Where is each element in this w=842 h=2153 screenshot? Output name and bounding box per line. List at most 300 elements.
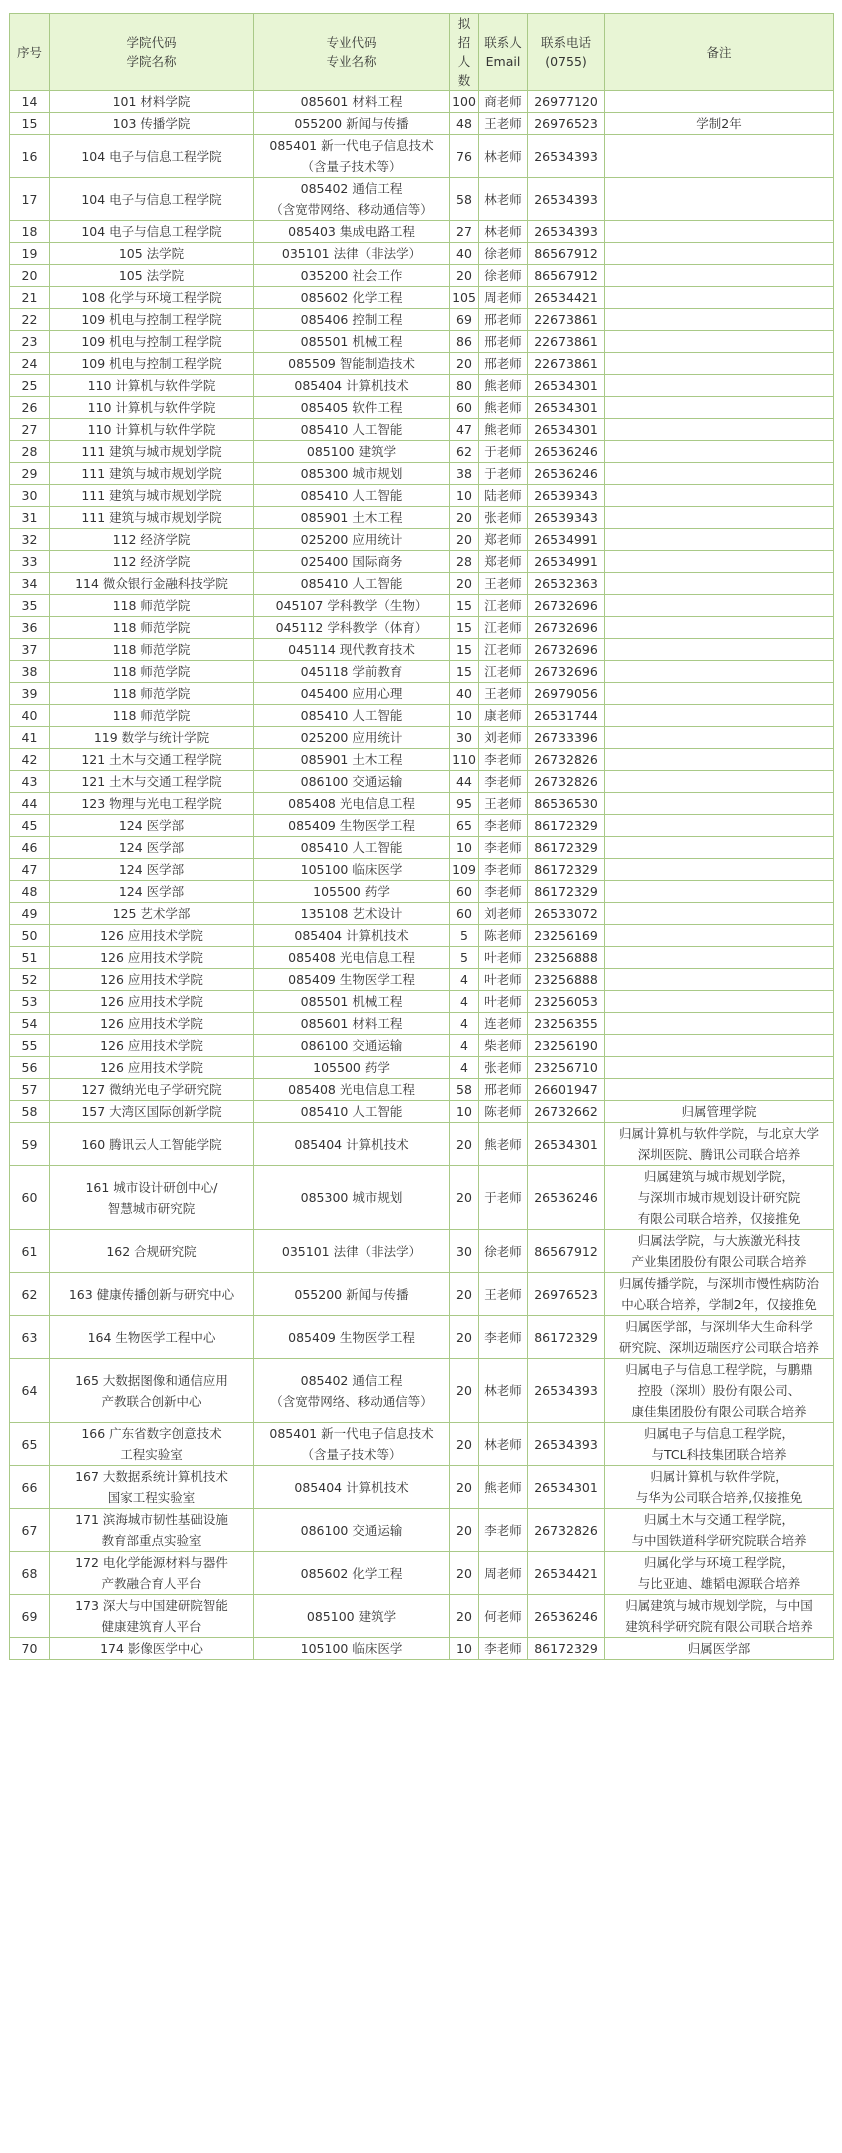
cell-phone: 86172329 — [528, 1638, 605, 1660]
cell-note — [605, 1638, 834, 1660]
cell-college — [50, 419, 254, 441]
table-row — [10, 1079, 834, 1101]
cell-phone: 26536246 — [528, 1166, 605, 1230]
cell-seq: 67 — [10, 1509, 50, 1552]
cell-college-line: 167 大数据系统计算机技术 — [75, 1469, 228, 1484]
cell-note — [605, 463, 834, 485]
cell-college — [50, 573, 254, 595]
header-note: 备注 — [605, 14, 834, 91]
cell-college — [50, 595, 254, 617]
cell-college — [50, 639, 254, 661]
cell-phone: 26534301 — [528, 375, 605, 397]
cell-major-line: 085405 软件工程 — [300, 400, 403, 415]
cell-note — [605, 859, 834, 881]
cell-seq: 38 — [10, 661, 50, 683]
header-major-code: 专业代码 — [326, 35, 377, 50]
cell-college-line: 124 医学部 — [118, 862, 185, 877]
cell-college-line: 119 数学与统计学院 — [93, 730, 210, 745]
cell-enroll: 20 — [450, 1123, 479, 1166]
cell-enroll: 20 — [450, 353, 479, 375]
cell-phone: 26534393 — [528, 178, 605, 221]
cell-contact: 李老师 — [479, 1638, 528, 1660]
cell-enroll: 15 — [450, 661, 479, 683]
cell-contact: 熊老师 — [479, 419, 528, 441]
cell-contact: 李老师 — [479, 1509, 528, 1552]
cell-major-line: 085404 计算机技术 — [294, 1136, 409, 1152]
cell-enroll: 20 — [450, 1595, 479, 1638]
cell-note — [605, 595, 834, 617]
cell-college-line: 国家工程实验室 — [107, 1490, 196, 1505]
cell-college — [50, 353, 254, 375]
cell-major-line: 085602 化学工程 — [300, 1565, 403, 1581]
cell-college — [50, 507, 254, 529]
cell-college — [50, 1079, 254, 1101]
header-college-code: 学院代码 — [126, 35, 177, 50]
cell-note — [605, 683, 834, 705]
cell-phone: 86567912 — [528, 265, 605, 287]
cell-college-line: 126 应用技术学院 — [100, 1016, 203, 1031]
cell-note — [605, 485, 834, 507]
cell-major-line: 085409 生物医学工程 — [288, 818, 415, 833]
cell-college-line: 产教融合育人平台 — [101, 1576, 202, 1591]
cell-phone: 26732826 — [528, 749, 605, 771]
cell-major — [254, 243, 450, 265]
cell-major — [254, 441, 450, 463]
cell-contact: 王老师 — [479, 683, 528, 705]
cell-phone: 86536530 — [528, 793, 605, 815]
cell-phone: 22673861 — [528, 331, 605, 353]
cell-contact: 叶老师 — [479, 969, 528, 991]
cell-note-line: 与中国铁道科学研究院联合培养 — [631, 1533, 807, 1548]
table-row — [10, 221, 834, 243]
cell-contact: 康老师 — [479, 705, 528, 727]
admission-table-wrapper — [9, 13, 833, 1660]
table-row — [10, 331, 834, 353]
cell-college-line: 124 医学部 — [118, 840, 185, 855]
cell-contact: 陆老师 — [479, 485, 528, 507]
cell-note-line: 研究院、深圳迈瑞医疗公司联合培养 — [618, 1340, 819, 1355]
cell-note — [605, 309, 834, 331]
cell-enroll: 109 — [450, 859, 479, 881]
cell-note — [605, 639, 834, 661]
cell-college — [50, 947, 254, 969]
cell-major-line: 085300 城市规划 — [300, 1190, 403, 1205]
cell-note-line: 建筑科学研究院有限公司联合培养 — [625, 1619, 813, 1634]
cell-contact: 李老师 — [479, 749, 528, 771]
cell-note — [605, 1057, 834, 1079]
cell-seq: 53 — [10, 991, 50, 1013]
cell-seq: 34 — [10, 573, 50, 595]
cell-seq: 68 — [10, 1552, 50, 1595]
cell-seq: 47 — [10, 859, 50, 881]
cell-enroll: 20 — [450, 573, 479, 595]
cell-note — [605, 287, 834, 309]
cell-note-line: 归属计算机与软件学院，与北京大学 — [618, 1126, 819, 1141]
cell-college — [50, 837, 254, 859]
table-row — [10, 771, 834, 793]
cell-college — [50, 683, 254, 705]
cell-note-line: 归属法学院，与大族激光科技 — [637, 1233, 801, 1248]
cell-contact: 王老师 — [479, 573, 528, 595]
cell-college — [50, 1466, 254, 1509]
cell-seq: 15 — [10, 113, 50, 135]
cell-seq: 30 — [10, 485, 50, 507]
cell-enroll: 20 — [450, 1552, 479, 1595]
cell-contact: 叶老师 — [479, 991, 528, 1013]
cell-enroll: 30 — [450, 727, 479, 749]
cell-enroll: 15 — [450, 595, 479, 617]
cell-enroll: 4 — [450, 1057, 479, 1079]
cell-seq: 62 — [10, 1273, 50, 1316]
cell-enroll: 60 — [450, 903, 479, 925]
cell-enroll: 20 — [450, 265, 479, 287]
cell-college-line: 111 建筑与城市规划学院 — [81, 510, 222, 525]
cell-college-line: 110 计算机与软件学院 — [87, 400, 216, 415]
cell-college — [50, 1423, 254, 1466]
cell-major-line: 035101 法律（非法学） — [281, 246, 422, 261]
cell-contact: 林老师 — [479, 135, 528, 178]
cell-enroll: 76 — [450, 135, 479, 178]
cell-phone: 26534301 — [528, 397, 605, 419]
cell-note — [605, 1423, 834, 1466]
cell-enroll: 38 — [450, 463, 479, 485]
cell-college-line: 112 经济学院 — [112, 554, 191, 569]
cell-major-line: 085402 通信工程 — [300, 181, 403, 196]
cell-major — [254, 639, 450, 661]
table-row — [10, 485, 834, 507]
cell-contact: 林老师 — [479, 178, 528, 221]
header-college-name: 学院名称 — [126, 54, 177, 69]
cell-major-line: 085408 光电信息工程 — [288, 950, 415, 965]
cell-enroll: 48 — [450, 113, 479, 135]
cell-college — [50, 661, 254, 683]
cell-contact: 李老师 — [479, 1316, 528, 1359]
cell-college — [50, 243, 254, 265]
cell-contact: 林老师 — [479, 221, 528, 243]
cell-college — [50, 1273, 254, 1316]
cell-phone: 23256710 — [528, 1057, 605, 1079]
cell-note-line: 归属传播学院，与深圳市慢性病防治 — [618, 1276, 819, 1291]
cell-phone: 26979056 — [528, 683, 605, 705]
cell-major-line: 045107 学科教学（生物） — [275, 598, 428, 613]
cell-seq: 46 — [10, 837, 50, 859]
table-row — [10, 683, 834, 705]
cell-major-line: 105100 临床医学 — [300, 862, 403, 877]
cell-phone: 26539343 — [528, 485, 605, 507]
cell-contact: 周老师 — [479, 1552, 528, 1595]
cell-enroll: 40 — [450, 683, 479, 705]
cell-major — [254, 375, 450, 397]
cell-college — [50, 331, 254, 353]
cell-contact: 邢老师 — [479, 353, 528, 375]
cell-contact: 熊老师 — [479, 397, 528, 419]
cell-major-line: 035200 社会工作 — [300, 268, 403, 283]
cell-note — [605, 1013, 834, 1035]
cell-college-line: 109 机电与控制工程学院 — [81, 312, 222, 327]
table-body — [10, 91, 834, 1660]
cell-major — [254, 331, 450, 353]
cell-note — [605, 1509, 834, 1552]
cell-contact: 柴老师 — [479, 1035, 528, 1057]
table-row — [10, 265, 834, 287]
cell-seq: 44 — [10, 793, 50, 815]
cell-phone: 26534991 — [528, 529, 605, 551]
cell-college — [50, 265, 254, 287]
cell-major — [254, 463, 450, 485]
cell-college-line: 118 师范学院 — [112, 686, 191, 701]
cell-college-line: 健康建筑育人平台 — [101, 1619, 202, 1634]
cell-phone: 26976523 — [528, 1273, 605, 1316]
cell-college — [50, 1101, 254, 1123]
cell-contact: 连老师 — [479, 1013, 528, 1035]
cell-seq: 50 — [10, 925, 50, 947]
cell-phone: 26534421 — [528, 1552, 605, 1595]
cell-major — [254, 113, 450, 135]
cell-major-line: 105500 药学 — [313, 1060, 390, 1075]
table-row — [10, 991, 834, 1013]
cell-major — [254, 1057, 450, 1079]
cell-college-line: 工程实验室 — [120, 1447, 183, 1462]
cell-college — [50, 441, 254, 463]
cell-college — [50, 1123, 254, 1166]
cell-note — [605, 727, 834, 749]
cell-college-line: 104 电子与信息工程学院 — [81, 224, 222, 239]
cell-major — [254, 727, 450, 749]
cell-seq: 40 — [10, 705, 50, 727]
table-row — [10, 1123, 834, 1166]
table-row — [10, 749, 834, 771]
header-contact-line2: Email — [485, 54, 521, 69]
header-college — [50, 14, 254, 91]
cell-college-line: 164 生物医学工程中心 — [87, 1329, 216, 1345]
cell-college-line: 118 师范学院 — [112, 708, 191, 723]
table-header-row — [10, 14, 834, 91]
cell-note-line: 与比亚迪、雄韬电源联合培养 — [637, 1576, 801, 1591]
cell-major — [254, 309, 450, 331]
header-phone — [528, 14, 605, 91]
cell-college — [50, 309, 254, 331]
cell-seq: 59 — [10, 1123, 50, 1166]
cell-college — [50, 551, 254, 573]
cell-major — [254, 529, 450, 551]
cell-college — [50, 1316, 254, 1359]
cell-college-line: 123 物理与光电工程学院 — [81, 796, 222, 811]
table-row — [10, 1013, 834, 1035]
cell-note — [605, 1079, 834, 1101]
cell-note-line: 归属电子与信息工程学院，与鹏鼎 — [625, 1362, 813, 1377]
cell-college-line: 108 化学与环境工程学院 — [81, 290, 222, 305]
cell-enroll: 10 — [450, 837, 479, 859]
header-enroll — [450, 14, 479, 91]
cell-enroll: 95 — [450, 793, 479, 815]
cell-major — [254, 1316, 450, 1359]
table-row — [10, 1101, 834, 1123]
cell-college — [50, 529, 254, 551]
cell-contact: 李老师 — [479, 837, 528, 859]
cell-enroll: 27 — [450, 221, 479, 243]
cell-college-line: 126 应用技术学院 — [100, 994, 203, 1009]
cell-note-line: 深圳医院、腾讯公司联合培养 — [637, 1147, 801, 1162]
cell-major-line: 085100 建筑学 — [306, 1608, 397, 1624]
cell-major — [254, 287, 450, 309]
cell-note — [605, 221, 834, 243]
cell-major — [254, 265, 450, 287]
cell-seq: 26 — [10, 397, 50, 419]
cell-seq: 33 — [10, 551, 50, 573]
cell-major-line: 085501 机械工程 — [300, 994, 403, 1009]
table-row — [10, 375, 834, 397]
cell-college — [50, 705, 254, 727]
cell-note-line: 归属土木与交通工程学院， — [643, 1512, 794, 1527]
cell-major — [254, 1166, 450, 1230]
cell-note — [605, 331, 834, 353]
cell-contact: 周老师 — [479, 287, 528, 309]
cell-seq: 39 — [10, 683, 50, 705]
cell-seq: 70 — [10, 1638, 50, 1660]
cell-enroll: 5 — [450, 947, 479, 969]
cell-enroll: 86 — [450, 331, 479, 353]
cell-major — [254, 1101, 450, 1123]
table-row — [10, 595, 834, 617]
cell-college-line: 产教联合创新中心 — [101, 1393, 202, 1409]
cell-college — [50, 463, 254, 485]
cell-college-line: 171 滨海城市韧性基础设施 — [75, 1512, 228, 1527]
cell-major-line: 085602 化学工程 — [300, 290, 403, 305]
cell-college-line: 103 传播学院 — [112, 116, 191, 131]
cell-phone: 26533072 — [528, 903, 605, 925]
cell-seq: 14 — [10, 91, 50, 113]
cell-college-line: 121 土木与交通工程学院 — [81, 774, 222, 789]
cell-contact: 熊老师 — [479, 1466, 528, 1509]
cell-enroll: 20 — [450, 1359, 479, 1423]
cell-phone: 86567912 — [528, 1230, 605, 1273]
header-major — [254, 14, 450, 91]
cell-college-line: 126 应用技术学院 — [100, 1038, 203, 1053]
cell-phone: 26732662 — [528, 1101, 605, 1123]
cell-phone: 86567912 — [528, 243, 605, 265]
cell-phone: 26732696 — [528, 639, 605, 661]
cell-phone: 23256053 — [528, 991, 605, 1013]
cell-college-line: 教育部重点实验室 — [101, 1533, 202, 1548]
cell-enroll: 60 — [450, 881, 479, 903]
cell-contact: 李老师 — [479, 859, 528, 881]
cell-note — [605, 1230, 834, 1273]
header-contact-line1: 联系人 — [484, 35, 522, 50]
cell-major — [254, 178, 450, 221]
cell-contact: 江老师 — [479, 617, 528, 639]
cell-seq: 63 — [10, 1316, 50, 1359]
cell-major-line: 085300 城市规划 — [300, 466, 403, 481]
cell-college — [50, 135, 254, 178]
cell-major-line: 085406 控制工程 — [300, 312, 403, 327]
cell-seq: 49 — [10, 903, 50, 925]
cell-enroll: 20 — [450, 1466, 479, 1509]
cell-phone: 22673861 — [528, 353, 605, 375]
header-enroll-line1: 拟招 — [457, 16, 471, 50]
cell-major-line: 085403 集成电路工程 — [288, 224, 415, 239]
cell-major — [254, 771, 450, 793]
cell-college — [50, 749, 254, 771]
cell-note — [605, 113, 834, 135]
cell-note — [605, 507, 834, 529]
cell-college-line: 126 应用技术学院 — [100, 972, 203, 987]
cell-major — [254, 221, 450, 243]
cell-enroll: 20 — [450, 1423, 479, 1466]
cell-major-line: 085410 人工智能 — [300, 576, 403, 591]
cell-enroll: 10 — [450, 1638, 479, 1660]
cell-note — [605, 1595, 834, 1638]
table-row — [10, 903, 834, 925]
cell-college — [50, 925, 254, 947]
cell-college-line: 172 电化学能源材料与器件 — [75, 1555, 228, 1570]
cell-enroll: 65 — [450, 815, 479, 837]
cell-college-line: 111 建筑与城市规划学院 — [81, 466, 222, 481]
cell-phone: 26976523 — [528, 113, 605, 135]
cell-seq: 35 — [10, 595, 50, 617]
cell-college-line: 114 微众银行金融科技学院 — [75, 576, 228, 591]
table-row — [10, 178, 834, 221]
cell-seq: 21 — [10, 287, 50, 309]
cell-major-line: （含量子技术等） — [301, 1447, 402, 1462]
cell-college — [50, 881, 254, 903]
cell-phone: 26534301 — [528, 1123, 605, 1166]
cell-phone: 26536246 — [528, 1595, 605, 1638]
cell-major — [254, 947, 450, 969]
cell-major — [254, 1509, 450, 1552]
cell-note-line: 控股（深圳）股份有限公司、 — [637, 1383, 801, 1398]
table-row — [10, 727, 834, 749]
table-row — [10, 815, 834, 837]
cell-enroll: 20 — [450, 1273, 479, 1316]
cell-college-line: 智慧城市研究院 — [107, 1200, 196, 1216]
cell-enroll: 110 — [450, 749, 479, 771]
cell-college-line: 110 计算机与软件学院 — [87, 378, 216, 393]
cell-major-line: 085509 智能制造技术 — [288, 356, 415, 371]
cell-contact: 张老师 — [479, 1057, 528, 1079]
table-row — [10, 309, 834, 331]
cell-seq: 57 — [10, 1079, 50, 1101]
cell-enroll: 62 — [450, 441, 479, 463]
cell-college-line: 118 师范学院 — [112, 642, 191, 657]
cell-note — [605, 661, 834, 683]
cell-seq: 61 — [10, 1230, 50, 1273]
cell-college — [50, 1595, 254, 1638]
cell-phone: 26732696 — [528, 617, 605, 639]
cell-college-line: 166 广东省数字创意技术 — [81, 1426, 222, 1441]
cell-note — [605, 529, 834, 551]
cell-note — [605, 135, 834, 178]
table-row — [10, 1595, 834, 1638]
cell-college — [50, 91, 254, 113]
cell-phone: 26534301 — [528, 419, 605, 441]
cell-note — [605, 178, 834, 221]
cell-major-line: 086100 交通运输 — [300, 774, 403, 789]
cell-enroll: 15 — [450, 617, 479, 639]
cell-phone: 23256190 — [528, 1035, 605, 1057]
cell-enroll: 10 — [450, 705, 479, 727]
cell-major — [254, 1595, 450, 1638]
cell-phone: 86172329 — [528, 881, 605, 903]
cell-major-line: 085901 土木工程 — [300, 510, 403, 525]
cell-major — [254, 1013, 450, 1035]
cell-college — [50, 485, 254, 507]
cell-college — [50, 375, 254, 397]
cell-college — [50, 859, 254, 881]
cell-college-line: 101 材料学院 — [112, 94, 191, 109]
cell-contact: 叶老师 — [479, 947, 528, 969]
cell-contact: 徐老师 — [479, 243, 528, 265]
cell-major-line: 135108 艺术设计 — [300, 906, 403, 921]
